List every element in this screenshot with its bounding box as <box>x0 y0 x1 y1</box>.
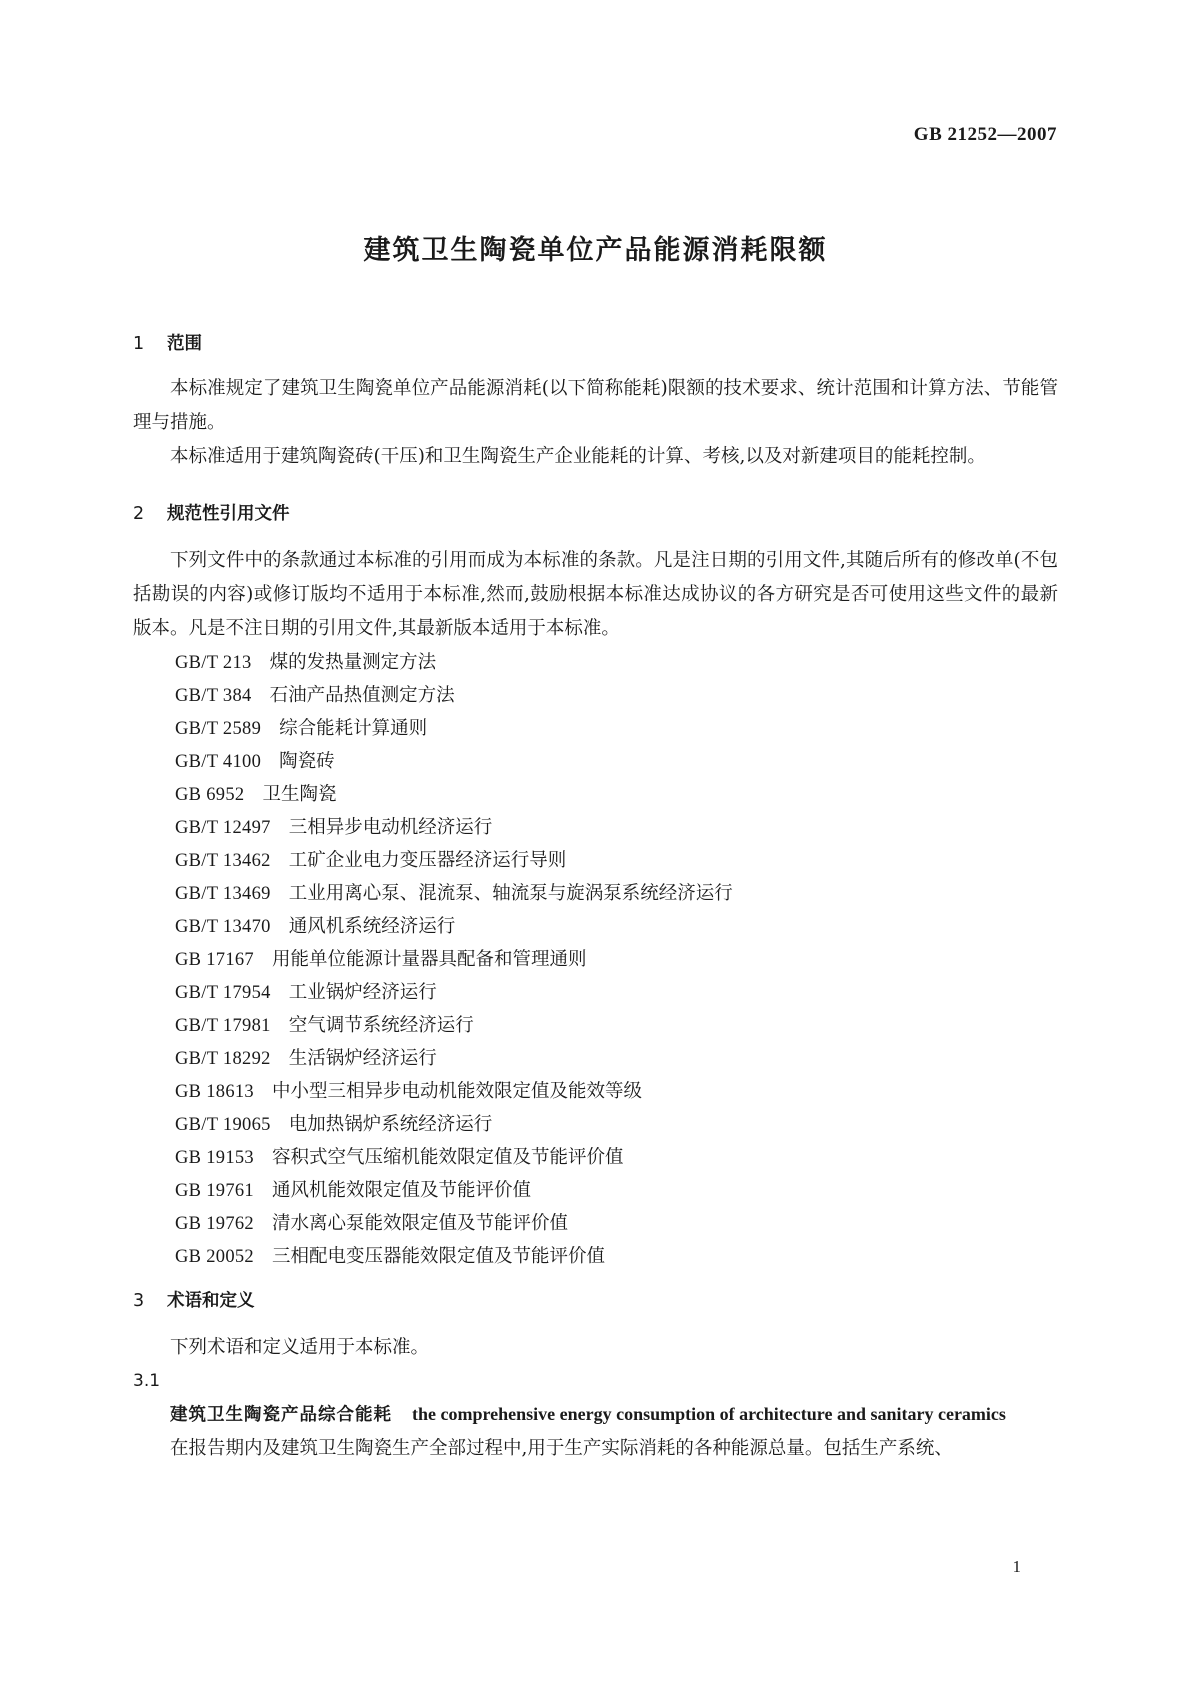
reference-item <box>133 1207 1058 1240</box>
reference-title: 清水离心泵能效限定值及节能评价值 <box>271 1213 568 1234</box>
reference-item <box>133 745 1058 778</box>
reference-item <box>133 646 1058 679</box>
reference-title: 生活锅炉经济运行 <box>288 1048 437 1069</box>
reference-title: 石油产品热值测定方法 <box>269 685 455 706</box>
reference-code: GB/T 12497 <box>175 818 271 838</box>
reference-item <box>133 1141 1058 1174</box>
reference-code: GB/T 19065 <box>175 1115 271 1135</box>
reference-item <box>133 1240 1058 1273</box>
reference-code: GB/T 18292 <box>175 1049 271 1069</box>
reference-item <box>133 1108 1058 1141</box>
reference-title: 通风机能效限定值及节能评价值 <box>271 1180 531 1201</box>
section-1-heading <box>133 332 1058 356</box>
term-entry <box>133 1397 1058 1432</box>
term-chinese: 建筑卫生陶瓷产品综合能耗 <box>170 1405 392 1425</box>
section-number: 1 <box>133 334 145 354</box>
reference-item <box>133 1075 1058 1108</box>
standard-code: GB 21252—2007 <box>913 124 1057 145</box>
document-body <box>133 332 1058 1466</box>
reference-item <box>133 712 1058 745</box>
reference-code: GB 18613 <box>175 1082 254 1102</box>
reference-item <box>133 943 1058 976</box>
reference-item <box>133 679 1058 712</box>
reference-code: GB 19153 <box>175 1148 254 1168</box>
section-number: 3 <box>133 1291 145 1311</box>
reference-title: 工业用离心泵、混流泵、轴流泵与旋涡泵系统经济运行 <box>288 883 733 904</box>
reference-title: 陶瓷砖 <box>279 751 335 772</box>
reference-item <box>133 877 1058 910</box>
reference-item <box>133 844 1058 877</box>
reference-item <box>133 1174 1058 1207</box>
reference-title: 电加热锅炉系统经济运行 <box>288 1114 493 1135</box>
clause-number: 3.1 <box>133 1371 161 1391</box>
section-title: 范围 <box>167 334 202 354</box>
reference-title: 空气调节系统经济运行 <box>288 1015 474 1036</box>
reference-title: 容积式空气压缩机能效限定值及节能评价值 <box>271 1147 624 1168</box>
section-2-heading <box>133 502 1058 526</box>
reference-code: GB 19762 <box>175 1214 254 1234</box>
term-definition: 在报告期内及建筑卫生陶瓷生产全部过程中,用于生产实际消耗的各种能源总量。包括生产系统、 <box>170 1438 953 1459</box>
term-english: the comprehensive energy consumption of architecture and sanitary ceramics <box>412 1404 1006 1424</box>
reference-title: 三相异步电动机经济运行 <box>288 817 493 838</box>
reference-code: GB/T 17954 <box>175 983 271 1003</box>
reference-title: 工矿企业电力变压器经济运行导则 <box>288 850 567 871</box>
reference-code: GB/T 13469 <box>175 884 271 904</box>
document-title: 建筑卫生陶瓷单位产品能源消耗限额 <box>363 235 828 266</box>
reference-code: GB/T 213 <box>175 653 252 673</box>
reference-item <box>133 1042 1058 1075</box>
reference-code: GB/T 4100 <box>175 752 262 772</box>
section-1-paragraph: 本标准规定了建筑卫生陶瓷单位产品能源消耗(以下简称能耗)限额的技术要求、统计范围和计算方法、节能管理与措施。 <box>133 378 1058 433</box>
reference-title: 三相配电变压器能效限定值及节能评价值 <box>271 1246 605 1267</box>
reference-code: GB 17167 <box>175 950 254 970</box>
reference-list <box>133 646 1058 1273</box>
reference-code: GB/T 384 <box>175 686 252 706</box>
reference-code: GB/T 13470 <box>175 917 271 937</box>
page-number: 1 <box>1012 1557 1021 1576</box>
reference-title: 用能单位能源计量器具配备和管理通则 <box>271 949 587 970</box>
reference-item <box>133 778 1058 811</box>
section-2-intro: 下列文件中的条款通过本标准的引用而成为本标准的条款。凡是注日期的引用文件,其随后所有的修改单(不包括勘误的内容)或修订版均不适用于本标准,然而,鼓励根据本标准达成协议的各方研究是否可使用这些文件的最新版本。凡是不注日期的引用文件,其最新版本适用于本标准。 <box>133 550 1058 639</box>
section-title: 术语和定义 <box>167 1291 255 1311</box>
section-3-intro: 下列术语和定义适用于本标准。 <box>170 1337 430 1358</box>
reference-item <box>133 910 1058 943</box>
reference-code: GB 6952 <box>175 785 245 805</box>
reference-title: 煤的发热量测定方法 <box>269 652 437 673</box>
reference-code: GB/T 13462 <box>175 851 271 871</box>
reference-item <box>133 976 1058 1009</box>
reference-code: GB 20052 <box>175 1247 254 1267</box>
reference-code: GB/T 2589 <box>175 719 262 739</box>
reference-item <box>133 811 1058 844</box>
reference-title: 工业锅炉经济运行 <box>288 982 437 1003</box>
reference-item <box>133 1009 1058 1042</box>
reference-title: 综合能耗计算通则 <box>279 718 428 739</box>
reference-code: GB 19761 <box>175 1181 254 1201</box>
section-title: 规范性引用文件 <box>167 504 290 524</box>
reference-title: 卫生陶瓷 <box>262 784 337 805</box>
reference-title: 中小型三相异步电动机能效限定值及能效等级 <box>271 1081 642 1102</box>
section-number: 2 <box>133 504 145 524</box>
section-1-paragraph: 本标准适用于建筑陶瓷砖(干压)和卫生陶瓷生产企业能耗的计算、考核,以及对新建项目的能耗控制。 <box>170 446 986 467</box>
reference-title: 通风机系统经济运行 <box>288 916 456 937</box>
section-3-heading <box>133 1289 1058 1313</box>
reference-code: GB/T 17981 <box>175 1016 271 1036</box>
